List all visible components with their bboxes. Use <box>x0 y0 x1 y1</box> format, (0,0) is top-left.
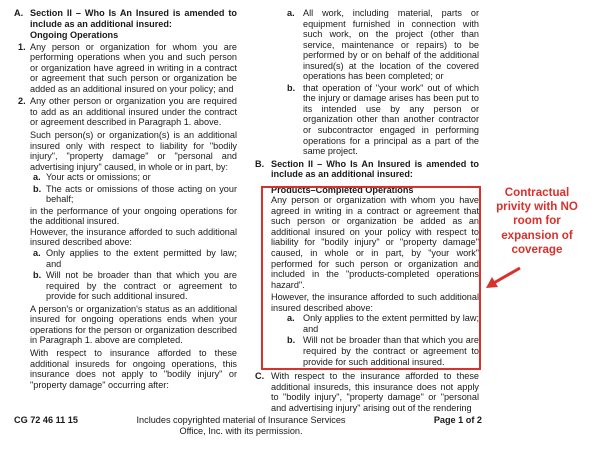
section-b-letter: B. <box>255 158 265 169</box>
item-number: 1. <box>18 41 26 52</box>
item-text: Any person or organization for whom you are performing operations when you and such person or organization have agreed in writing in a contract or agreement that such person or organization be added as an additional insured on your policy; and <box>30 41 237 94</box>
list-item <box>14 42 237 95</box>
section-a-text: Section II – Who Is An Insured is amended to include as an additional insured: <box>30 8 237 29</box>
paragraph: in the performance of your ongoing operations for the additional insured. <box>30 205 237 227</box>
annotation-note: Contractual privity with NO room for expansion of coverage <box>496 186 578 256</box>
section-a-letter: A. <box>14 8 24 18</box>
list-item <box>255 83 479 157</box>
list-item <box>14 96 237 128</box>
item-text: that operation of "your work" out of which the injury or damage arises has been put to its intended use by any person or organization other than another contractor or subcontractor engaged in performing operations for a principal as a part of the same project. <box>303 82 479 157</box>
paragraph: Any person or organization with whom you have agreed in writing in a contract or agreement that such person or organization be added as an additional insured on your policy with respect to liability for "bodily injury" or "property damage" caused, in whole or in part, by "your work" performed for such person or organization and included in the "products-completed operations hazard". <box>271 195 479 290</box>
paragraph: With respect to insurance afforded to these additional insureds for ongoing operations, this insurance does not apply to "bodily injury" or "property damage" occurring after: <box>30 347 237 390</box>
paragraph: However, the insurance afforded to such additional insured described above: <box>271 292 479 313</box>
item-number: 2. <box>18 96 26 107</box>
item-letter: a. <box>287 8 295 18</box>
paragraph: A person's or organization's status as an additional insured for ongoing operations ends when your operations for the person or organization described in Paragraph 1. above are completed. <box>30 303 237 346</box>
list-item <box>14 270 237 302</box>
section-c-letter: C. <box>255 371 265 382</box>
item-text: Only applies to the extent permitted by law; and <box>303 313 479 334</box>
highlight-box <box>261 186 481 370</box>
list-item <box>14 248 237 269</box>
item-text: The acts or omissions of those acting on your behalf; <box>46 183 237 205</box>
item-letter: a. <box>33 172 41 183</box>
arrow-icon <box>484 262 524 292</box>
ongoing-operations-subheading: Ongoing Operations <box>30 30 119 41</box>
item-letter: a. <box>33 248 41 259</box>
item-letter: b. <box>287 82 296 93</box>
item-letter: a. <box>287 313 295 324</box>
item-letter: b. <box>33 183 42 194</box>
section-b-heading <box>255 159 479 180</box>
section-c-text: With respect to the insurance afforded to these additional insureds, this insurance does not apply to "bodily injury", "property damage" or "personal and advertising injury" arising out of the rendering <box>271 371 479 413</box>
item-letter: b. <box>287 335 296 346</box>
item-text: Your acts or omissions; or <box>46 172 151 183</box>
item-text: Only applies to the extent permitted by law; and <box>46 248 237 269</box>
item-text: All work, including material, parts or equipment furnished in connection with such work, on the project (other than service, maintenance or repairs) to be performed by or on behalf of the additional insured(s) at the location of the covered operations has been completed; or <box>303 8 479 82</box>
item-text: Any other person or organization you are required to add as an additional insured under the contract or agreement described in Paragraph 1. above. <box>30 96 237 128</box>
left-column <box>14 8 237 390</box>
section-a-heading <box>14 8 237 29</box>
form-code: CG 72 46 11 15 <box>14 415 78 425</box>
section-c-heading <box>255 371 479 413</box>
products-completed-operations-subheading: Products–Completed Operations <box>271 184 414 195</box>
section-b-text: Section II – Who Is An Insured is amended to include as an additional insured: <box>271 158 479 180</box>
item-letter: b. <box>33 270 42 281</box>
copyright-notice: Includes copyrighted material of Insurance Services Office, Inc. with its permission. <box>136 415 346 436</box>
page-number: Page 1 of 2 <box>433 415 482 425</box>
paragraph: Such person(s) or organization(s) is an additional insured only with respect to liability for "bodily injury", "property damage" or "personal and advertising injury" caused, in whole or in part, by: <box>30 130 237 172</box>
list-item <box>14 184 237 205</box>
item-text: Will not be broader than that which you are required by the contract or agreement to provide for such additional insured. <box>46 270 237 302</box>
list-item <box>255 8 479 82</box>
paragraph: However, the insurance afforded to such additional insured described above: <box>30 226 237 248</box>
list-item <box>14 172 237 183</box>
item-text: Will not be broader than that which you are required by the contract or agreement to provide for such additional insured. <box>303 335 479 367</box>
